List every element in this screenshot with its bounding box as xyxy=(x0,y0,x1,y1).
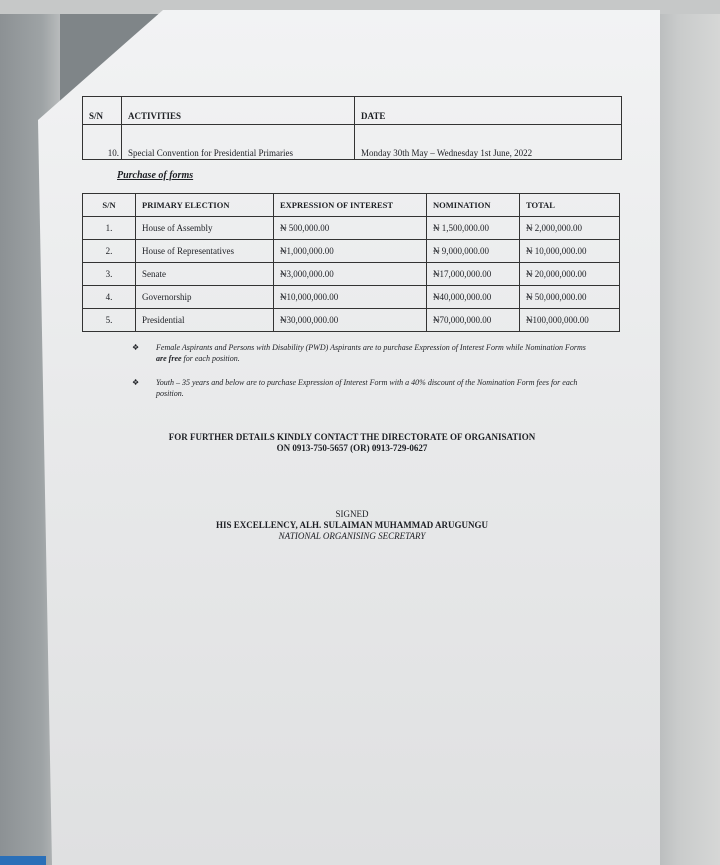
cell-total: ₦ 20,000,000.00 xyxy=(520,263,620,286)
signatory-title: NATIONAL ORGANISING SECRETARY xyxy=(278,531,426,541)
cell-election: House of Assembly xyxy=(136,217,274,240)
cell-election: Governorship xyxy=(136,286,274,309)
cell-sn: 4. xyxy=(83,286,136,309)
cell-nomination: ₦40,000,000.00 xyxy=(427,286,520,309)
signatory-name: HIS EXCELLENCY, ALH. SULAIMAN MUHAMMAD ARUGUNGU xyxy=(216,520,488,530)
table-row xyxy=(83,125,622,160)
cell-sn: 1. xyxy=(83,217,136,240)
note-text-end: for each position. xyxy=(181,354,240,363)
cell-nomination: ₦70,000,000.00 xyxy=(427,309,520,332)
activities-table xyxy=(82,96,622,160)
cell-election: House of Representatives xyxy=(136,240,274,263)
forms-header-row xyxy=(83,194,620,217)
table-row xyxy=(83,263,620,286)
cell-sn: 3. xyxy=(83,263,136,286)
cell-nomination: ₦ 9,000,000.00 xyxy=(427,240,520,263)
cell-interest: ₦1,000,000.00 xyxy=(274,240,427,263)
cell-date: Monday 30th May – Wednesday 1st June, 2022 xyxy=(355,125,622,160)
cell-election: Presidential xyxy=(136,309,274,332)
cell-interest: ₦ 500,000.00 xyxy=(274,217,427,240)
note-text: Female Aspirants and Persons with Disability (PWD) Aspirants are to purchase Expression of Interest Form while Nomination Forms xyxy=(156,343,586,352)
header-sn: S/N xyxy=(83,194,136,217)
diamond-bullet-icon: ❖ xyxy=(132,343,140,352)
note-female-pwd xyxy=(132,342,592,364)
header-nomination: NOMINATION xyxy=(427,194,520,217)
section-title-purchase: Purchase of forms xyxy=(117,170,194,181)
note-emphasis: are free xyxy=(156,354,182,363)
table-row xyxy=(83,309,620,332)
diamond-bullet-icon: ❖ xyxy=(132,378,140,387)
note-text: Youth – 35 years and below are to purchase Expression of Interest Form with a 40% discount of the Nomination Form fees for each position. xyxy=(156,378,578,398)
header-total: TOTAL xyxy=(520,194,620,217)
cell-interest: ₦3,000,000.00 xyxy=(274,263,427,286)
cell-sn: 10. xyxy=(83,125,122,160)
header-activities: ACTIVITIES xyxy=(122,97,355,125)
note-youth xyxy=(132,377,592,399)
cell-election: Senate xyxy=(136,263,274,286)
cell-activity: Special Convention for Presidential Primaries xyxy=(122,125,355,160)
forms-table xyxy=(82,193,620,332)
cell-nomination: ₦17,000,000.00 xyxy=(427,263,520,286)
activities-header-row xyxy=(83,97,622,125)
cell-sn: 5. xyxy=(83,309,136,332)
contact-line-1: FOR FURTHER DETAILS KINDLY CONTACT THE DIRECTORATE OF ORGANISATION xyxy=(168,432,536,442)
table-row xyxy=(83,217,620,240)
table-row xyxy=(83,240,620,263)
header-expression-of-interest: EXPRESSION OF INTEREST xyxy=(274,194,427,217)
cell-total: ₦ 10,000,000.00 xyxy=(520,240,620,263)
cell-interest: ₦30,000,000.00 xyxy=(274,309,427,332)
signed-label: SIGNED xyxy=(335,509,369,519)
header-date: DATE xyxy=(355,97,622,125)
cell-interest: ₦10,000,000.00 xyxy=(274,286,427,309)
cell-total: ₦100,000,000.00 xyxy=(520,309,620,332)
cell-total: ₦ 2,000,000.00 xyxy=(520,217,620,240)
table-row xyxy=(83,286,620,309)
cell-nomination: ₦ 1,500,000.00 xyxy=(427,217,520,240)
cell-total: ₦ 50,000,000.00 xyxy=(520,286,620,309)
cell-sn: 2. xyxy=(83,240,136,263)
header-primary-election: PRIMARY ELECTION xyxy=(136,194,274,217)
header-sn: S/N xyxy=(83,97,122,125)
contact-line-2: ON 0913-750-5657 (OR) 0913-729-0627 xyxy=(276,443,428,453)
